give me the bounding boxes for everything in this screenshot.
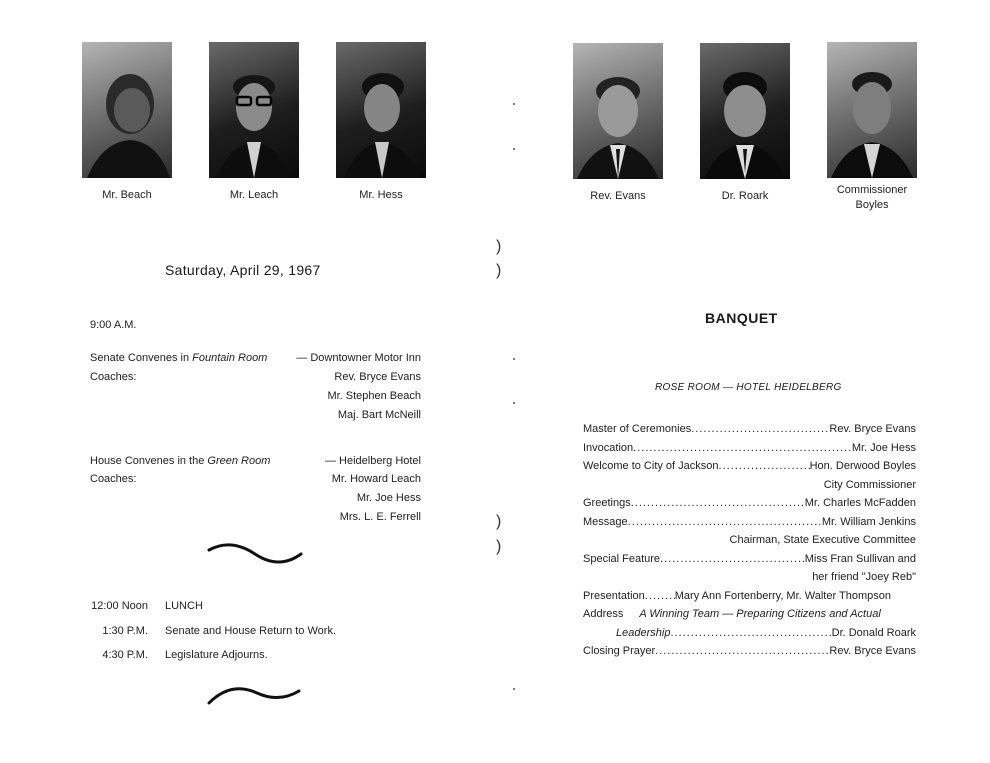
fold-mark: ) [496,238,502,255]
portrait-caption: Rev. Evans [590,190,646,202]
portrait-silhouette [82,42,172,178]
program-value: Mr. William Jenkins [821,515,916,528]
house-convenes-line [90,455,421,467]
program-value: Hon. Derwood Boyles [809,460,916,472]
schedule-event: Legislature Adjourns. [165,649,268,661]
house-coaches-label: Coaches: [90,473,137,485]
senate-coach: Maj. Bart McNeill [337,409,421,421]
senate-prefix: Senate Convenes in [90,352,193,364]
banquet-title: BANQUET [705,310,778,326]
portrait-silhouette [336,42,426,178]
program-label: Special Feature [583,552,661,565]
program-row [583,590,916,609]
schedule-time: 12:00 Noon [91,600,148,612]
program-row [583,460,916,479]
banquet-program [583,423,916,664]
senate-coach: Rev. Bryce Evans [334,371,421,383]
portrait-silhouette [573,43,663,179]
program-label: Greetings [583,497,631,509]
address-title: A Winning Team — Preparing Citizens and Actual [639,608,881,620]
fold-mark: ) [496,262,502,279]
program-label: Message [583,515,628,528]
house-coach: Mrs. L. E. Ferrell [339,511,421,523]
program-value: Mr. Charles McFadden [804,497,916,509]
portrait-photo-evans [573,43,663,179]
morning-time: 9:00 A.M. [90,319,137,331]
portrait-silhouette [209,42,299,178]
senate-convenes-text [90,352,267,364]
schedule-time: 1:30 P.M. [102,625,148,637]
program-label: Closing Prayer [583,645,656,657]
program-value: Rev. Bryce Evans [829,645,916,657]
program-continuation: her friend "Joey Reb" [812,571,916,583]
portrait-caption: Dr. Roark [721,190,769,202]
program-value: Dr. Donald Roark [831,626,916,639]
leader-dots [633,442,852,454]
portrait-photo-roark [700,43,790,179]
leader-dots [660,553,805,565]
leader-dots [719,460,810,472]
house-venue: — Heidelberg Hotel [325,455,421,467]
senate-coach: Mr. Stephen Beach [327,390,421,402]
portrait-caption: Mr. Beach [102,189,152,201]
program-label: Welcome to City of Jackson [583,460,719,472]
leader-dots [628,516,822,528]
portrait-caption-line: Commissioner [836,184,908,196]
banquet-venue: ROSE ROOM — HOTEL HEIDELBERG [655,382,842,393]
leader-dots [691,423,829,435]
leader-dots [645,590,675,602]
house-coach: Mr. Joe Hess [356,492,421,504]
fold-mark: ) [496,513,502,530]
program-value: Mr. Joe Hess [851,441,916,454]
schedule-event: Senate and House Return to Work. [165,625,337,637]
leader-dots [670,627,831,639]
leader-dots [631,497,805,509]
program-row [583,497,916,516]
program-row [583,645,916,664]
portrait-caption: Mr. Hess [359,189,403,201]
senate-convenes-line [90,352,421,364]
decorative-swash [205,540,305,570]
senate-venue: — Downtowner Motor Inn [296,352,421,364]
program-row [583,608,916,627]
address-title-cont: Leadership [616,626,671,639]
house-prefix: House Convenes in the [90,455,208,467]
program-label: Presentation [583,589,645,602]
house-coach: Mr. Howard Leach [331,473,421,485]
house-convenes-text [90,455,270,467]
program-label: Invocation [583,441,634,454]
program-row [583,442,916,461]
leader-dots [655,645,829,657]
program-row [583,627,916,646]
portrait-silhouette [827,42,917,178]
schedule-time: 4:30 P.M. [102,649,148,661]
portrait-photo-leach [209,42,299,178]
program-row [583,423,916,442]
date-heading: Saturday, April 29, 1967 [165,262,321,278]
senate-coaches-label: Coaches: [90,371,137,383]
portrait-photo-hess [336,42,426,178]
schedule-event: LUNCH [165,600,203,612]
decorative-swash [205,683,305,713]
portrait-silhouette [700,43,790,179]
house-room: Green Room [207,455,271,467]
portrait-caption-line: Boyles [855,199,889,211]
portrait-caption: Mr. Leach [229,189,279,201]
program-row [583,516,916,535]
portrait-caption [812,183,932,213]
portrait-photo-boyles [827,42,917,178]
fold-mark: ) [496,538,502,555]
program-continuation: City Commissioner [823,478,916,491]
senate-room: Fountain Room [192,352,268,364]
program-value: Mary Ann Fortenberry, Mr. Walter Thompson [674,589,891,602]
program-row [583,553,916,572]
portrait-photo-beach [82,42,172,178]
program-value: Miss Fran Sullivan and [804,552,916,565]
program-value: Rev. Bryce Evans [829,423,916,435]
program-label: Master of Ceremonies [583,423,692,435]
program-label: Address [583,608,624,620]
program-continuation: Chairman, State Executive Committee [729,534,916,546]
